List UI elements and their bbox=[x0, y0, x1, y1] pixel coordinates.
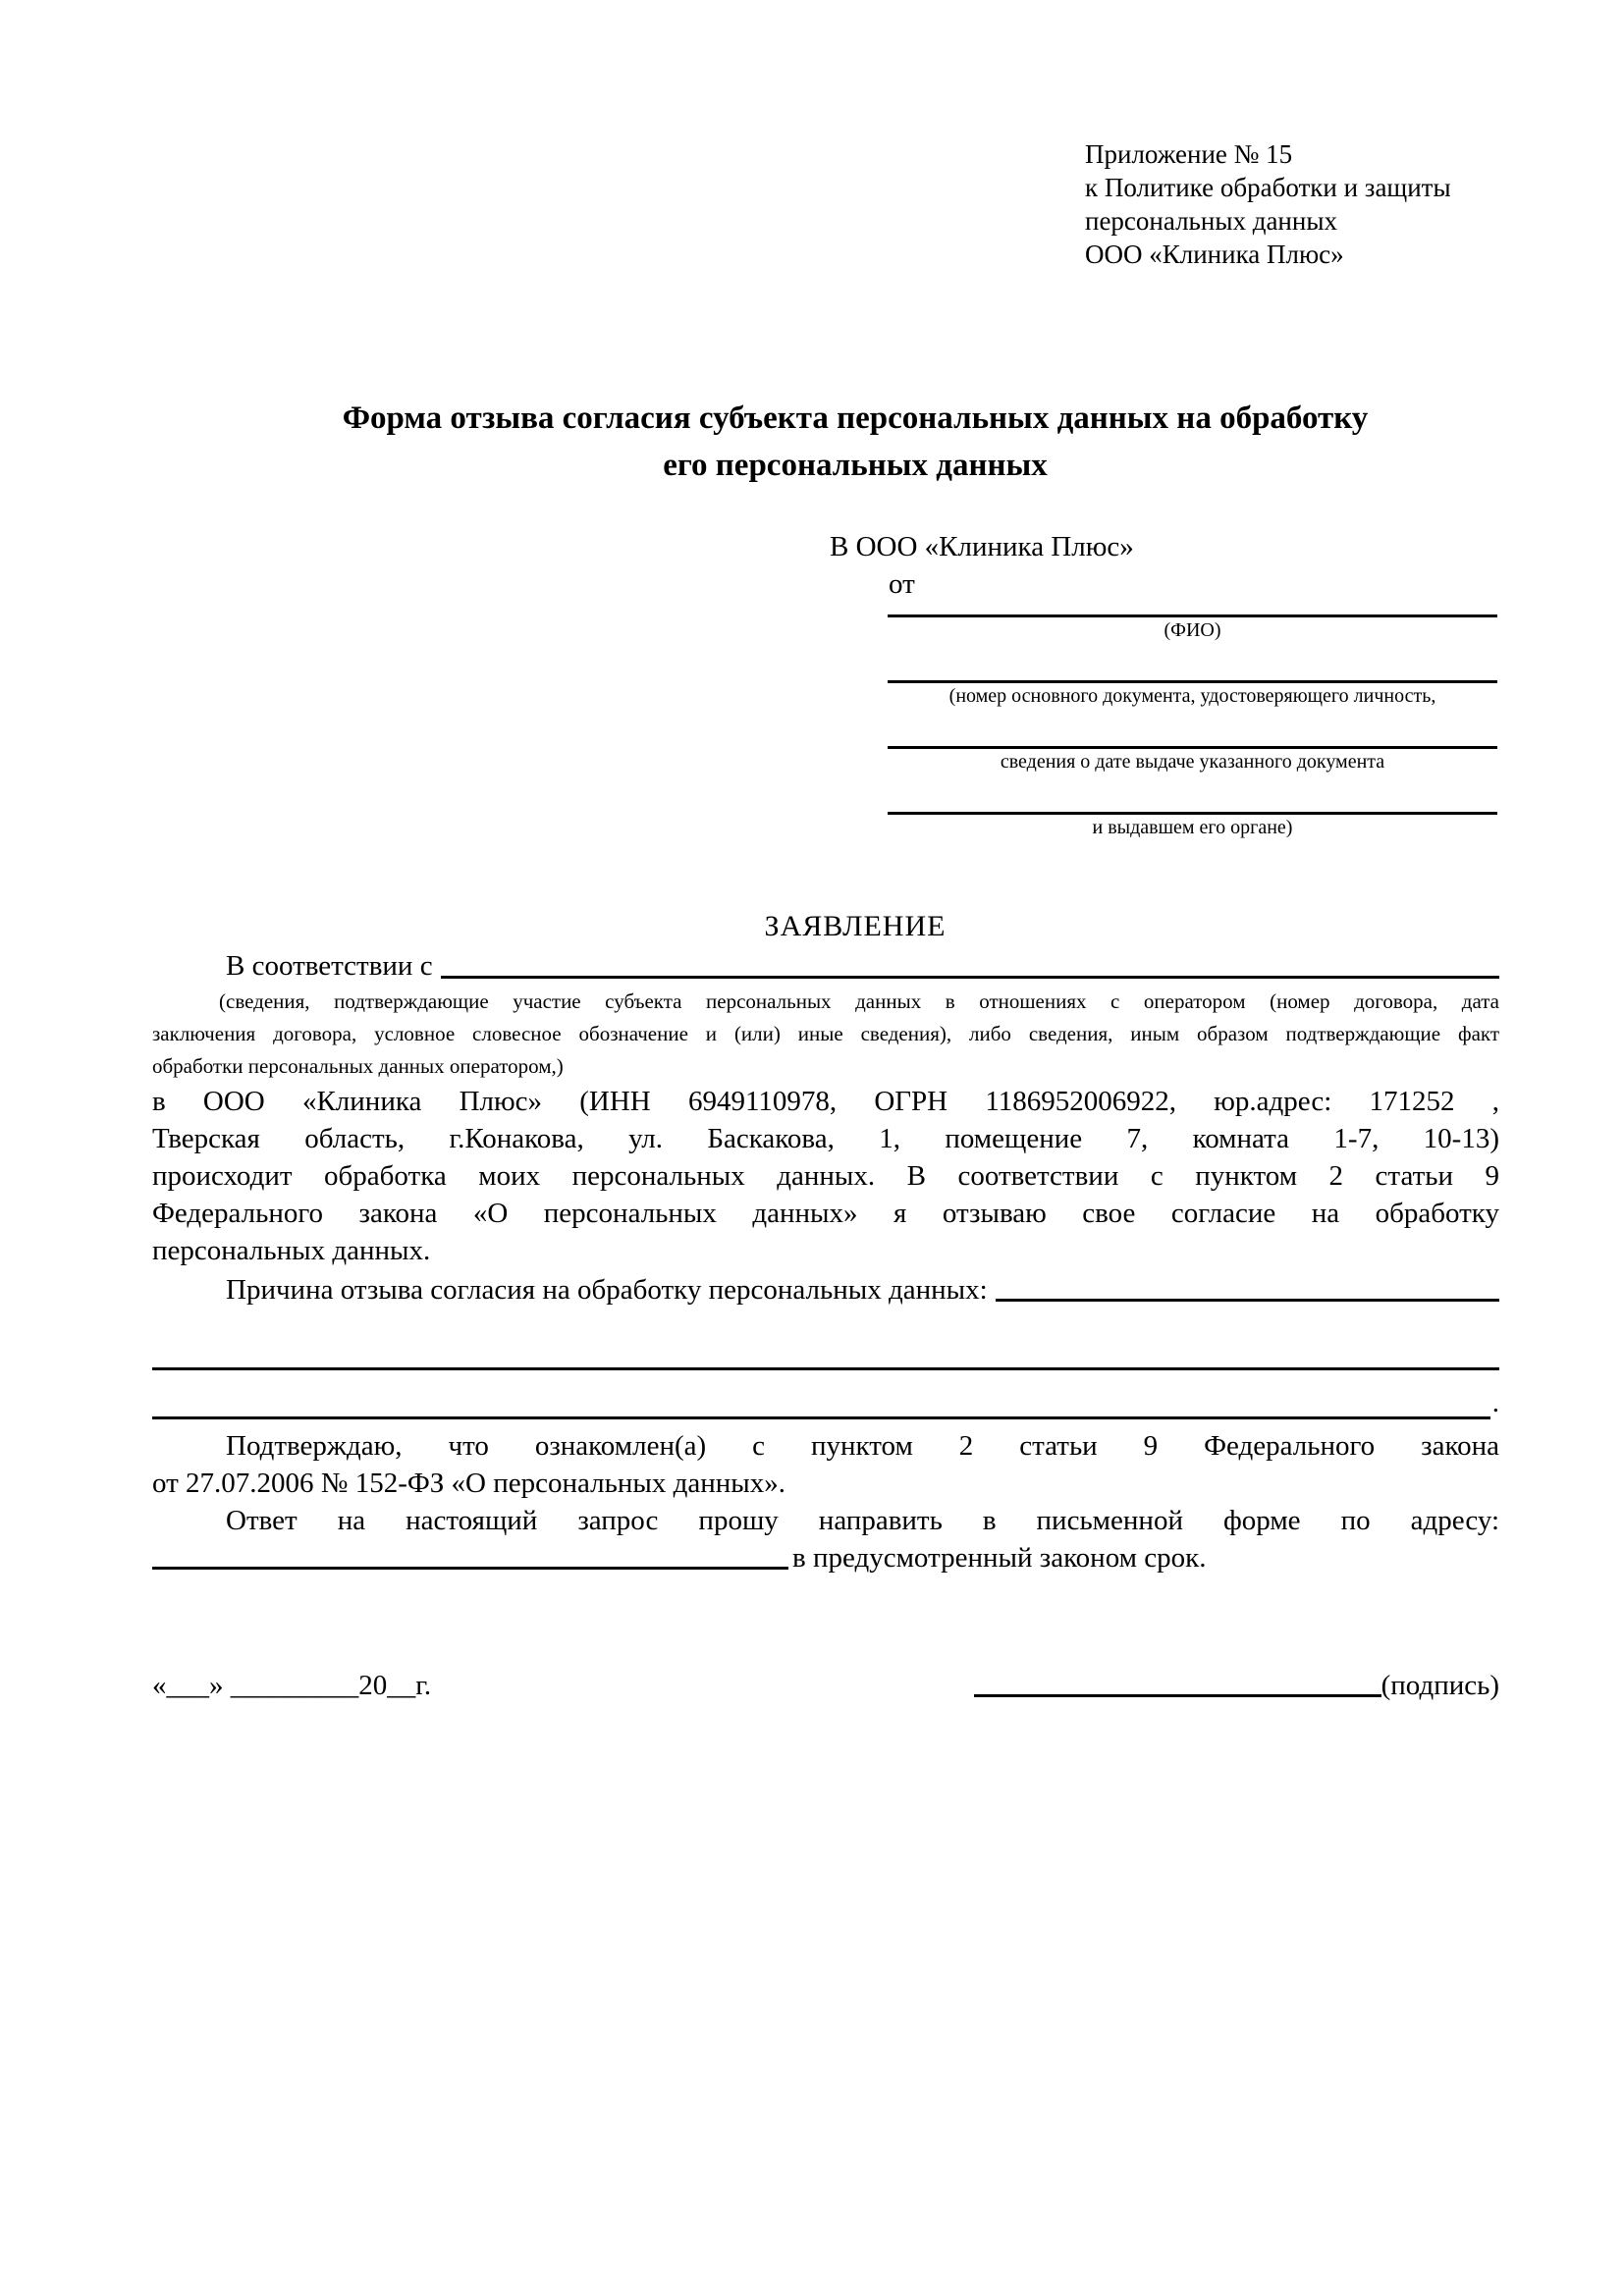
document-title-line-1: Форма отзыва согласия субъекта персональных данных на обработку bbox=[342, 400, 1369, 436]
reason-lead-text: Причина отзыва согласия на обработку персональных данных: bbox=[226, 1274, 988, 1306]
main-paragraph-line-1: в ООО «Клиника Плюс» (ИНН 6949110978, ОГРН 1186952006922, юр.адрес: 171252 , bbox=[152, 1086, 1499, 1117]
reason-blank-period: . bbox=[1491, 1387, 1499, 1418]
intro-note-line-2: заключения договора, условное словесное обозначение и (или) иные сведения), либо сведения, иным образом подтверждающие факт bbox=[152, 1022, 1499, 1045]
confirmation-line-2: от 27.07.2006 № 152-ФЗ «О персональных данных». bbox=[152, 1468, 786, 1499]
issuing-authority-field bbox=[888, 812, 1497, 840]
fio-field bbox=[888, 614, 1497, 643]
appendix-line-1: Приложение № 15 bbox=[1085, 139, 1293, 169]
reason-blank-line-3-rule bbox=[152, 1370, 1490, 1419]
appendix-block bbox=[1085, 137, 1624, 271]
response-address-blank-line bbox=[152, 1539, 788, 1570]
issuing-authority-caption: и выдавшем его органе) bbox=[1092, 817, 1293, 838]
response-address-line bbox=[152, 1539, 1499, 1576]
issue-date-caption: сведения о дате выдаче указанного документа bbox=[1000, 751, 1385, 773]
document-number-caption: (номер основного документа, удостоверяющего личность, bbox=[948, 685, 1436, 707]
signature-caption: (подпись) bbox=[1380, 1670, 1499, 1701]
signature-block bbox=[974, 1667, 1499, 1704]
intro-lead-text: В соответствии с bbox=[226, 950, 433, 982]
appendix-line-3: персональных данных bbox=[1085, 206, 1337, 236]
response-request-line: Ответ на настоящий запрос прошу направить в письменной форме по адресу: bbox=[226, 1505, 1499, 1536]
appendix-line-4: ООО «Клиника Плюс» bbox=[1085, 240, 1344, 269]
addressee-from-label: от bbox=[889, 568, 915, 600]
confirmation-paragraph bbox=[152, 1427, 1499, 1502]
statement-body bbox=[0, 946, 1624, 1704]
intro-blank-line bbox=[441, 946, 1499, 979]
appendix-line-2: к Политике обработки и защиты bbox=[1085, 173, 1451, 202]
date-line: «___» _________20__г. bbox=[152, 1670, 432, 1701]
document-title-line-2: его персональных данных bbox=[663, 448, 1048, 483]
main-paragraph-line-4: Федерального закона «О персональных данных» я отзываю свое согласие на обработку bbox=[152, 1198, 1499, 1229]
fio-caption: (ФИО) bbox=[1164, 619, 1221, 641]
confirmation-line-1: Подтверждаю, что ознакомлен(а) с пунктом 2 статьи 9 Федерального закона bbox=[226, 1430, 1499, 1462]
signature-blank-line bbox=[974, 1694, 1381, 1697]
intro-note bbox=[152, 986, 1499, 1083]
document-number-field bbox=[888, 680, 1497, 709]
reason-blank-line-3 bbox=[152, 1370, 1499, 1419]
main-paragraph-line-3: происходит обработка моих персональных данных. В соответствии с пунктом 2 статьи 9 bbox=[152, 1160, 1499, 1192]
statement-heading: ЗАЯВЛЕНИЕ bbox=[764, 910, 947, 942]
addressee-block bbox=[830, 528, 1624, 840]
response-tail-text: в предусмотренный законом срок. bbox=[792, 1542, 1207, 1574]
addressee-to: В ООО «Клиника Плюс» bbox=[830, 531, 1134, 562]
main-paragraph-line-5: персональных данных. bbox=[152, 1235, 431, 1266]
intro-note-line-1: (сведения, подтверждающие участие субъекта персональных данных в отношениях с оператором (номер договора, дата bbox=[219, 989, 1499, 1013]
main-paragraph bbox=[152, 1083, 1499, 1269]
intro-note-line-3: обработки персональных данных оператором,) bbox=[152, 1054, 564, 1078]
reason-blank-line bbox=[996, 1271, 1499, 1302]
intro-line bbox=[152, 946, 1499, 986]
issue-date-field bbox=[888, 746, 1497, 774]
main-paragraph-line-2: Тверская область, г.Конакова, ул. Баскакова, 1, помещение 7, комната 1-7, 10-13) bbox=[152, 1123, 1499, 1154]
reason-blank-line-2 bbox=[152, 1308, 1499, 1370]
reason-line bbox=[152, 1271, 1499, 1308]
document-title bbox=[43, 395, 1624, 489]
date-signature-row bbox=[152, 1667, 1499, 1704]
addressee-fields bbox=[888, 614, 1497, 840]
